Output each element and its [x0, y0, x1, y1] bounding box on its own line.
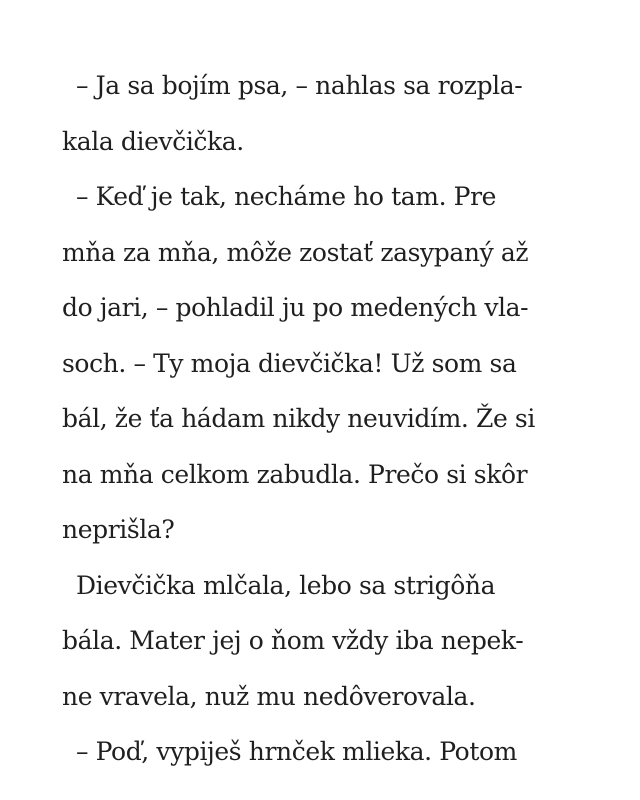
text-line: kala dievčička. [62, 126, 244, 156]
text-line: – Ja sa bojím psa, – nahlas sa rozpla- [76, 71, 523, 100]
text-line: bála. Mater jej o ňom vždy iba nepek- [62, 626, 524, 655]
text-line: – Keď je tak, necháme ho tam. Pre [76, 182, 497, 211]
text-line: mňa za mňa, môže zostať zasypaný až [62, 237, 529, 267]
text-line: – Poď, vypiješ hrnček mlieka. Potom [76, 737, 517, 766]
text-line: do jari, – pohladil ju po medených vla- [62, 293, 529, 322]
text-line: soch. – Ty moja dievčička! Už som sa [62, 348, 517, 378]
text-line: neprišla? [62, 515, 175, 544]
text-line: bál, že ťa hádam nikdy neuvidím. Že si [62, 404, 535, 433]
page-text [62, 58, 582, 780]
text-line: Dievčička mlčala, lebo sa strigôňa [76, 570, 496, 600]
text-line: ne vravela, nuž mu nedôverovala. [62, 681, 476, 711]
text-line: na mňa celkom zabudla. Prečo si skôr [62, 459, 528, 489]
